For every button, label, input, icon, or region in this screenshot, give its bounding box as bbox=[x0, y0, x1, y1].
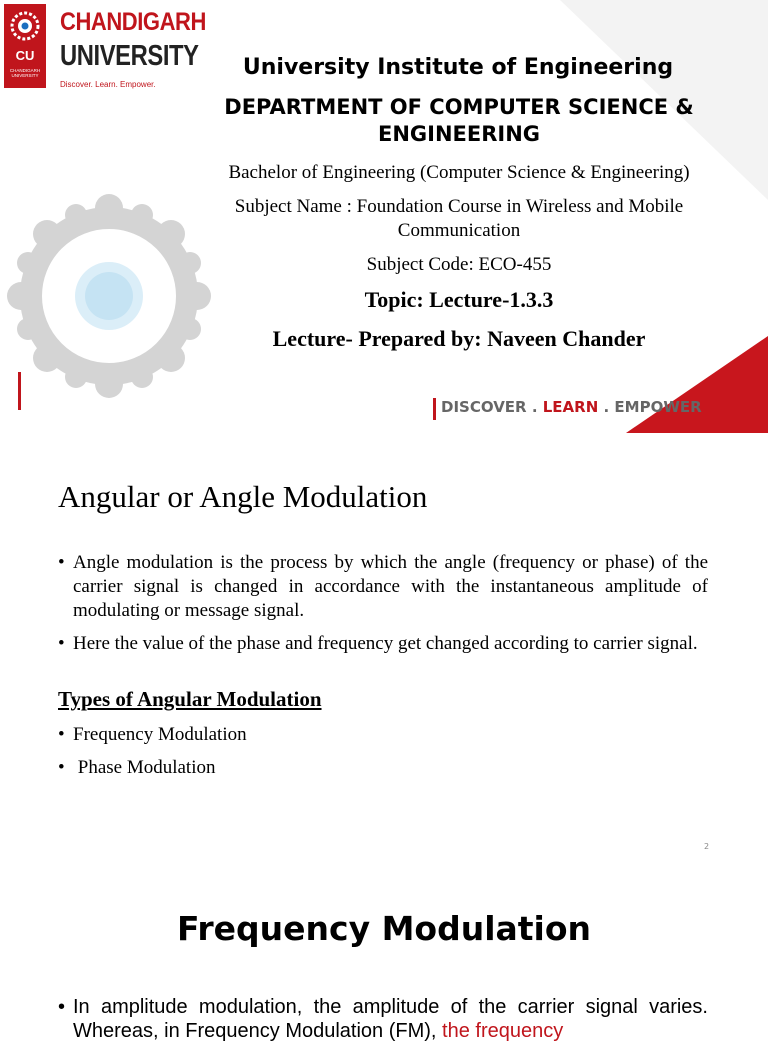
bullet-item: • Angle modulation is the process by which the angle (frequency or phase) of the carrier signal is changed in accordance with the instantaneous amplitude of modulating or message signal. bbox=[58, 551, 708, 623]
bullet-item bbox=[58, 995, 708, 1043]
type-item-frequency: • Frequency Modulation bbox=[58, 723, 708, 747]
frequency-modulation-slide bbox=[0, 877, 768, 1042]
degree-line: Bachelor of Engineering (Computer Science & Engineering) bbox=[228, 162, 690, 183]
motto-learn: LEARN bbox=[542, 398, 599, 416]
angle-modulation-slide bbox=[0, 441, 768, 869]
seal-emblem-icon bbox=[4, 4, 46, 48]
logo-name-line2: UNIVERSITY bbox=[60, 40, 199, 72]
cu-seal-icon bbox=[4, 4, 46, 88]
motto-accent-bar bbox=[433, 398, 436, 420]
logo-name-line1: CHANDIGARH bbox=[60, 8, 206, 36]
seal-small-text: CHANDIGARH UNIVERSITY bbox=[9, 68, 41, 78]
bullet-item: • Here the value of the phase and frequency get changed according to carrier signal. bbox=[58, 632, 708, 656]
types-heading: Types of Angular Modulation bbox=[58, 687, 322, 711]
motto bbox=[441, 398, 702, 416]
red-corner-triangle bbox=[626, 336, 768, 433]
seal-label: CU bbox=[15, 48, 35, 63]
subject-name: Subject Name : Foundation Course in Wireless and Mobile Communication bbox=[234, 196, 684, 241]
motto-discover: DISCOVER . bbox=[441, 398, 543, 416]
subject-code: Subject Code: ECO-455 bbox=[366, 254, 552, 275]
red-accent-bar bbox=[18, 372, 21, 410]
slide-title: Frequency Modulation bbox=[176, 909, 592, 948]
slide-title: Angular or Angle Modulation bbox=[58, 479, 428, 514]
university-logo bbox=[4, 4, 206, 92]
logo-tagline: Discover. Learn. Empower. bbox=[60, 80, 156, 89]
bullet-highlight: the frequency bbox=[442, 1020, 564, 1042]
institute-name: University Institute of Engineering bbox=[242, 55, 674, 80]
department-name: DEPARTMENT OF COMPUTER SCIENCE & ENGINEERING bbox=[224, 95, 694, 146]
topic-line: Topic: Lecture-1.3.3 bbox=[364, 287, 554, 312]
prepared-by-line: Lecture- Prepared by: Naveen Chander bbox=[272, 326, 646, 351]
title-slide bbox=[0, 0, 768, 433]
page-number: 2 bbox=[704, 842, 710, 851]
type-item-phase: • Phase Modulation bbox=[58, 756, 708, 780]
motto-empower: . EMPOWER bbox=[598, 398, 702, 416]
bullet-text: In amplitude modulation, the amplitude of the carrier signal varies. Whereas, in Frequency Modulation (FM), bbox=[73, 996, 708, 1042]
